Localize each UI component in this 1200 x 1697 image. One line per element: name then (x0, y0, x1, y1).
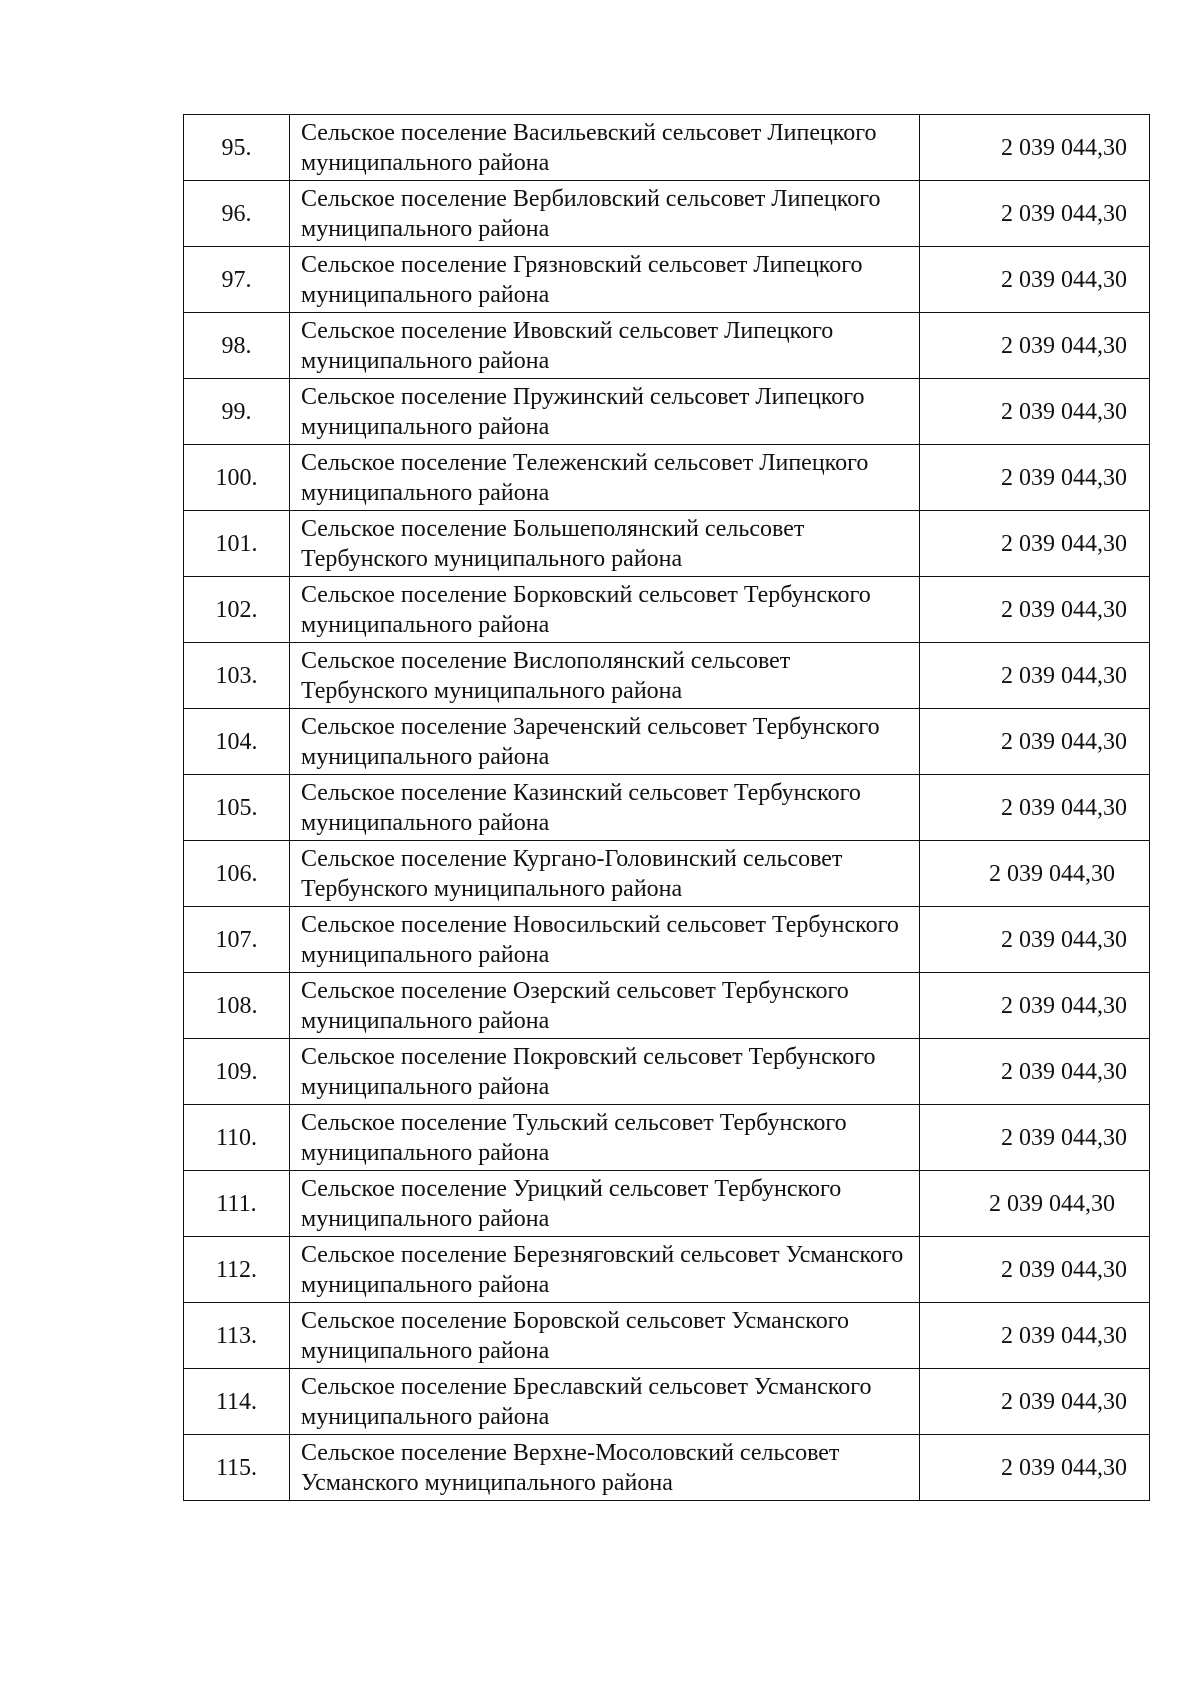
row-number: 112. (184, 1237, 290, 1303)
settlement-name: Сельское поселение Березняговский сельсовет Усманского муниципального района (290, 1237, 920, 1303)
table-row (184, 709, 1150, 775)
settlement-name: Сельское поселение Большеполянский сельсовет Тербунского муниципального района (290, 511, 920, 577)
settlement-name: Сельское поселение Казинский сельсовет Тербунского муниципального района (290, 775, 920, 841)
settlement-name: Сельское поселение Вербиловский сельсовет Липецкого муниципального района (290, 181, 920, 247)
row-number: 102. (184, 577, 290, 643)
row-number: 103. (184, 643, 290, 709)
settlement-name: Сельское поселение Пружинский сельсовет Липецкого муниципального района (290, 379, 920, 445)
table-row (184, 313, 1150, 379)
table-row (184, 577, 1150, 643)
row-number: 99. (184, 379, 290, 445)
settlement-name: Сельское поселение Грязновский сельсовет Липецкого муниципального района (290, 247, 920, 313)
allocation-amount: 2 039 044,30 (920, 511, 1150, 577)
settlement-name: Сельское поселение Боровской сельсовет Усманского муниципального района (290, 1303, 920, 1369)
allocation-amount: 2 039 044,30 (920, 973, 1150, 1039)
allocation-amount: 2 039 044,30 (920, 181, 1150, 247)
settlement-name: Сельское поселение Урицкий сельсовет Тербунского муниципального района (290, 1171, 920, 1237)
settlement-name: Сельское поселение Васильевский сельсовет Липецкого муниципального района (290, 115, 920, 181)
allocation-amount: 2 039 044,30 (920, 1171, 1150, 1237)
row-number: 110. (184, 1105, 290, 1171)
allocation-amount: 2 039 044,30 (920, 115, 1150, 181)
allocation-amount: 2 039 044,30 (920, 1369, 1150, 1435)
allocation-amount: 2 039 044,30 (920, 1435, 1150, 1501)
allocation-amount: 2 039 044,30 (920, 1039, 1150, 1105)
settlement-name: Сельское поселение Зареченский сельсовет Тербунского муниципального района (290, 709, 920, 775)
table-row (184, 1171, 1150, 1237)
settlement-name: Сельское поселение Бреславский сельсовет Усманского муниципального района (290, 1369, 920, 1435)
table-row (184, 775, 1150, 841)
settlement-name: Сельское поселение Ивовский сельсовет Липецкого муниципального района (290, 313, 920, 379)
table-row (184, 1435, 1150, 1501)
table-row (184, 511, 1150, 577)
table-row (184, 1303, 1150, 1369)
allocation-amount: 2 039 044,30 (920, 445, 1150, 511)
row-number: 107. (184, 907, 290, 973)
settlement-name: Сельское поселение Верхне-Мосоловский сельсовет Усманского муниципального района (290, 1435, 920, 1501)
settlement-name: Сельское поселение Борковский сельсовет Тербунского муниципального района (290, 577, 920, 643)
allocation-amount: 2 039 044,30 (920, 709, 1150, 775)
settlement-name: Сельское поселение Тележенский сельсовет Липецкого муниципального района (290, 445, 920, 511)
settlement-name: Сельское поселение Новосильский сельсовет Тербунского муниципального района (290, 907, 920, 973)
row-number: 115. (184, 1435, 290, 1501)
allocation-amount: 2 039 044,30 (920, 907, 1150, 973)
row-number: 97. (184, 247, 290, 313)
allocation-amount: 2 039 044,30 (920, 577, 1150, 643)
allocation-amount: 2 039 044,30 (920, 247, 1150, 313)
table-row (184, 181, 1150, 247)
table-row (184, 1105, 1150, 1171)
table-row (184, 1369, 1150, 1435)
allocation-table (183, 114, 1150, 1501)
row-number: 109. (184, 1039, 290, 1105)
table-row (184, 1237, 1150, 1303)
row-number: 111. (184, 1171, 290, 1237)
table-row (184, 907, 1150, 973)
row-number: 100. (184, 445, 290, 511)
row-number: 101. (184, 511, 290, 577)
allocation-amount: 2 039 044,30 (920, 379, 1150, 445)
table-row (184, 973, 1150, 1039)
allocation-amount: 2 039 044,30 (920, 841, 1150, 907)
table-row (184, 643, 1150, 709)
settlement-name: Сельское поселение Озерский сельсовет Тербунского муниципального района (290, 973, 920, 1039)
allocation-amount: 2 039 044,30 (920, 1237, 1150, 1303)
row-number: 114. (184, 1369, 290, 1435)
table-row (184, 1039, 1150, 1105)
allocation-amount: 2 039 044,30 (920, 1303, 1150, 1369)
table-row (184, 445, 1150, 511)
settlement-name: Сельское поселение Кургано-Головинский сельсовет Тербунского муниципального района (290, 841, 920, 907)
row-number: 105. (184, 775, 290, 841)
settlement-name: Сельское поселение Покровский сельсовет Тербунского муниципального района (290, 1039, 920, 1105)
table-row (184, 841, 1150, 907)
allocation-amount: 2 039 044,30 (920, 1105, 1150, 1171)
table-row (184, 115, 1150, 181)
allocation-amount: 2 039 044,30 (920, 775, 1150, 841)
settlement-name: Сельское поселение Тульский сельсовет Тербунского муниципального района (290, 1105, 920, 1171)
row-number: 96. (184, 181, 290, 247)
allocation-amount: 2 039 044,30 (920, 313, 1150, 379)
row-number: 106. (184, 841, 290, 907)
allocation-amount: 2 039 044,30 (920, 643, 1150, 709)
allocation-table-body (184, 115, 1150, 1501)
row-number: 108. (184, 973, 290, 1039)
row-number: 95. (184, 115, 290, 181)
row-number: 113. (184, 1303, 290, 1369)
row-number: 104. (184, 709, 290, 775)
settlement-name: Сельское поселение Вислополянский сельсовет Тербунского муниципального района (290, 643, 920, 709)
table-row (184, 247, 1150, 313)
row-number: 98. (184, 313, 290, 379)
table-row (184, 379, 1150, 445)
